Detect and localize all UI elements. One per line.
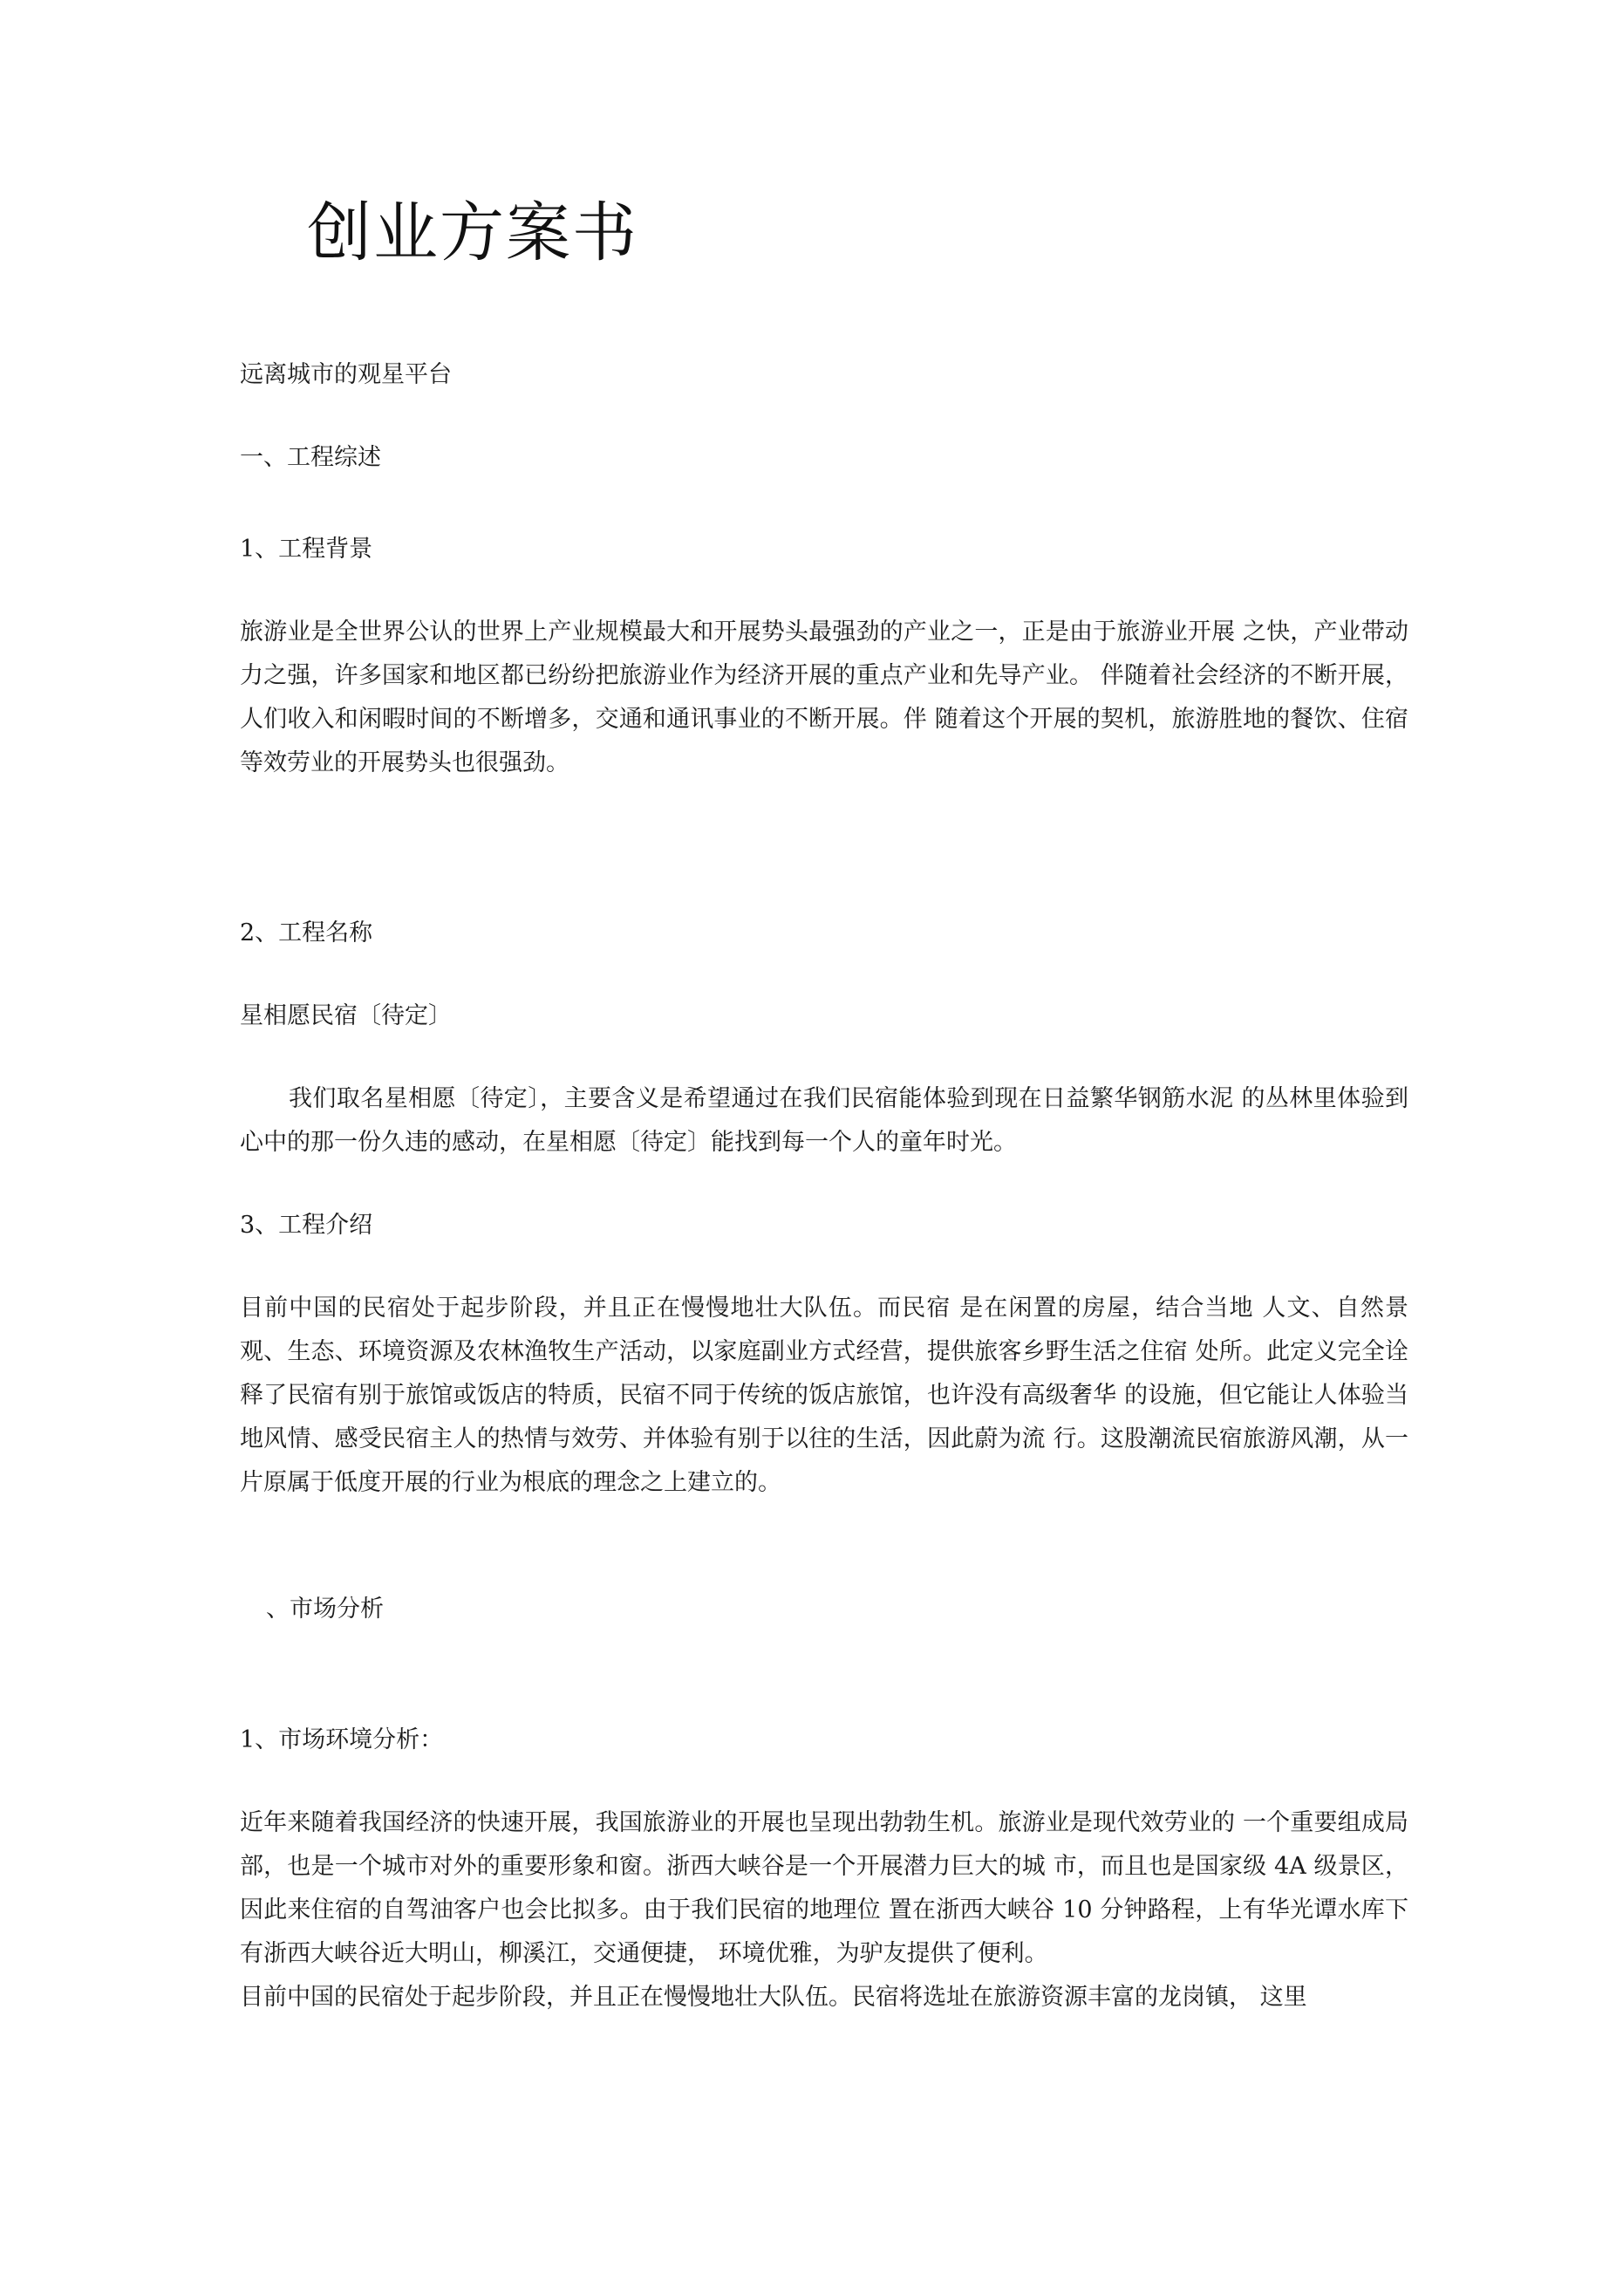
subtitle: 远离城市的观星平台 <box>240 361 452 388</box>
paragraph-market-continued: 目前中国的民宿处于起步阶段，并且正在慢慢地壮大队伍。民宿将选址在旅游资源丰富的龙岗镇， 这里 <box>240 1984 1307 2011</box>
section-heading-market: 、市场分析 <box>266 1596 384 1623</box>
paragraph-project-background: 旅游业是全世界公认的世界上产业规模最大和开展势头最强劲的产业之一，正是由于旅游业开展 之快，产业带动力之强，许多国家和地区都已纷纷把旅游业作为经济开展的重点产业和先导产业。 伴随着社会经济的不断开展，人们收入和闲暇时间的不断增多，交通和通讯事业的不断开展。伴 随着这个开展的契机，旅游胜地的餐饮、住宿等效劳业的开展势头也很强劲。 <box>240 618 1408 776</box>
heading-project-background: 1、工程背景 <box>240 536 373 563</box>
paragraph-market-environment: 近年来随着我国经济的快速开展，我国旅游业的开展也呈现出勃勃生机。旅游业是现代效劳业的 一个重要组成局部，也是一个城市对外的重要形象和窗。浙西大峡谷是一个开展潜力巨大的城 市，而且也是国家级 4A 级景区，因此来住宿的自驾油客户也会比拟多。由于我们民宿的地理位 置在浙西大峡谷 10 分钟路程，上有华光谭水库下有浙西大峡谷近大明山，柳溪江，交通便捷， 环境优雅，为驴友提供了便利。 <box>240 1809 1408 1967</box>
paragraph-project-name: 我们取名星相愿〔待定〕，主要含义是希望通过在我们民宿能体验到现在日益繁华钢筋水泥 的丛林里体验到心中的那一份久违的感动，在星相愿〔待定〕能找到每一个人的童年时光。 <box>240 1085 1408 1156</box>
heading-project-name: 2、工程名称 <box>240 919 373 946</box>
section-heading-overview: 一、工程综述 <box>240 444 381 471</box>
project-name-text: 星相愿民宿〔待定〕 <box>240 1002 452 1029</box>
heading-market-environment: 1、市场环境分析： <box>240 1726 444 1753</box>
paragraph-project-intro: 目前中国的民宿处于起步阶段，并且正在慢慢地壮大队伍。而民宿 是在闲置的房屋，结合当地 人文、自然景观、生态、环境资源及农林渔牧生产活动，以家庭副业方式经营，提供旅客乡野生活之住宿 处所。此定义完全诠释了民宿有别于旅馆或饭店的特质，民宿不同于传统的饭店旅馆，也许没有高级奢华 的设施，但它能让人体验当地风情、感受民宿主人的热情与效劳、并体验有别于以往的生活，因此蔚为流 行。这股潮流民宿旅游风潮，从一片原属于低度开展的行业为根底的理念之上建立的。 <box>240 1295 1408 1496</box>
document-title: 创业方案书 <box>307 195 638 270</box>
heading-project-intro: 3、工程介绍 <box>240 1212 373 1239</box>
